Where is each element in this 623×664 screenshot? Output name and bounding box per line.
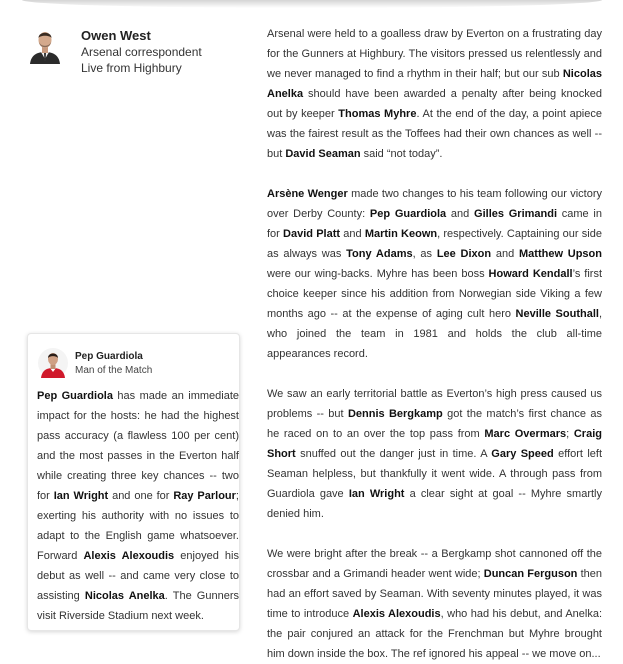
article-paragraph-2: Arsène Wenger made two changes to his team following our victory over Derby County: Pep Guardiola and Gilles Grimandi came in for David Platt and Martin Keown, respectively. Captaining our side as always was Tony Adams, as Lee Dixon and Matthew Upson were our wing-backs. Myhre has been boss Howard Kendall’s first choice keeper since his addition from Norwegian side Viking a few months ago -- at the expense of aging cult hero Neville Southall, who joined the team in 1981 and holds the club all-time appearances record. — [267, 188, 603, 360]
bold-name: Martin Keown — [364, 228, 438, 240]
bold-name: Craig Short — [267, 428, 602, 460]
article-paragraph-3: We saw an early territorial battle as Everton’s high press caused us problems -- but Dennis Bergkamp got the match’s first chance as he raced on to an over the top pass from Marc Overmars; Craig Short snuffed out the danger just in time. A Gary Speed effort left Seaman helpless, but thankfully it went wide. A through pass from Guardiola gave Ian Wright a clear sight at goal -- Myhre smartly denied him. — [267, 388, 603, 520]
card-body-text: Pep Guardiola has made an immediate impact for the hosts: he had the highest pass accuracy (a flawless 100 per cent) and the most passes in the Everton half while creating three key chances -- two for Ian Wright and one for Ray Parlour; exerting his authority with no issues to adapt to the English game whatsoever. Forward Alexis Alexoudis enjoyed his debut as well -- and came very close to assisting Nicolas Anelka. The Gunners visit Riverside Stadium next week. — [37, 390, 239, 622]
bold-name: Nicolas Anelka — [84, 590, 165, 602]
match-report — [267, 24, 602, 664]
card-header — [38, 348, 233, 382]
bold-name: Pep Guardiola — [37, 390, 113, 402]
bold-name: Matthew Upson — [519, 248, 602, 260]
bold-name: Dennis Bergkamp — [347, 408, 443, 420]
bold-name: Gary Speed — [491, 448, 554, 460]
bold-name: Howard Kendall — [488, 268, 573, 280]
bold-name: Marc Overmars — [484, 428, 567, 440]
bold-name: Arsène Wenger — [267, 188, 348, 200]
bold-name: Nicolas Anelka — [267, 68, 602, 100]
bold-name: Ian Wright — [348, 488, 405, 500]
author-role: Arsenal correspondent — [81, 45, 202, 59]
card-header-text — [75, 350, 152, 378]
author-info — [81, 28, 202, 76]
player-name: Pep Guardiola — [75, 351, 143, 362]
author-byline — [28, 28, 248, 78]
author-avatar — [28, 28, 62, 64]
bold-name: David Platt — [283, 228, 341, 240]
bold-name: Lee Dixon — [436, 248, 492, 260]
bold-name: Duncan Ferguson — [483, 568, 578, 580]
header-shadow — [22, 0, 602, 8]
bold-name: Ian Wright — [53, 490, 109, 502]
bold-name: Gilles Grimandi — [474, 208, 558, 220]
bold-name: Pep Guardiola — [369, 208, 447, 220]
article-paragraph-1: Arsenal were held to a goalless draw by Everton on a frustrating day for the Gunners at Highbury. The visitors pressed us relentlessly and we never managed to find a rhythm in their half; but our sub Nicolas Anelka should have been awarded a penalty after being knocked out by keeper Thomas Myhre. At the end of the day, a point apiece was the fairest result as the Toffees had their own chances as well -- but David Seaman said “not today”. — [267, 28, 602, 160]
bold-name: Tony Adams — [346, 248, 413, 260]
award-label: Man of the Match — [75, 365, 153, 376]
bold-name: David Seaman — [285, 148, 361, 160]
author-location: Live from Highbury — [81, 61, 182, 75]
article-paragraph-4: We were bright after the break -- a Bergkamp shot cannoned off the crossbar and a Grimandi header went wide; Duncan Ferguson then had an effort saved by Seaman. With seventy minutes played, it was time to introduce Alexis Alexoudis, who had his debut, and Anelka: the pair conjured an attack for the Frenchman but Myhre brought him down inside the box. The ref ignored his appeal -- we move on... — [267, 548, 603, 660]
bold-name: Neville Southall — [515, 308, 599, 320]
player-avatar — [38, 348, 68, 378]
bold-name: Ray Parlour — [173, 490, 236, 502]
man-of-the-match-card — [27, 333, 240, 631]
bold-name: Thomas Myhre — [338, 108, 417, 120]
bold-name: Alexis Alexoudis — [83, 550, 175, 562]
author-name: Owen West — [81, 28, 151, 43]
bold-name: Alexis Alexoudis — [352, 608, 441, 620]
